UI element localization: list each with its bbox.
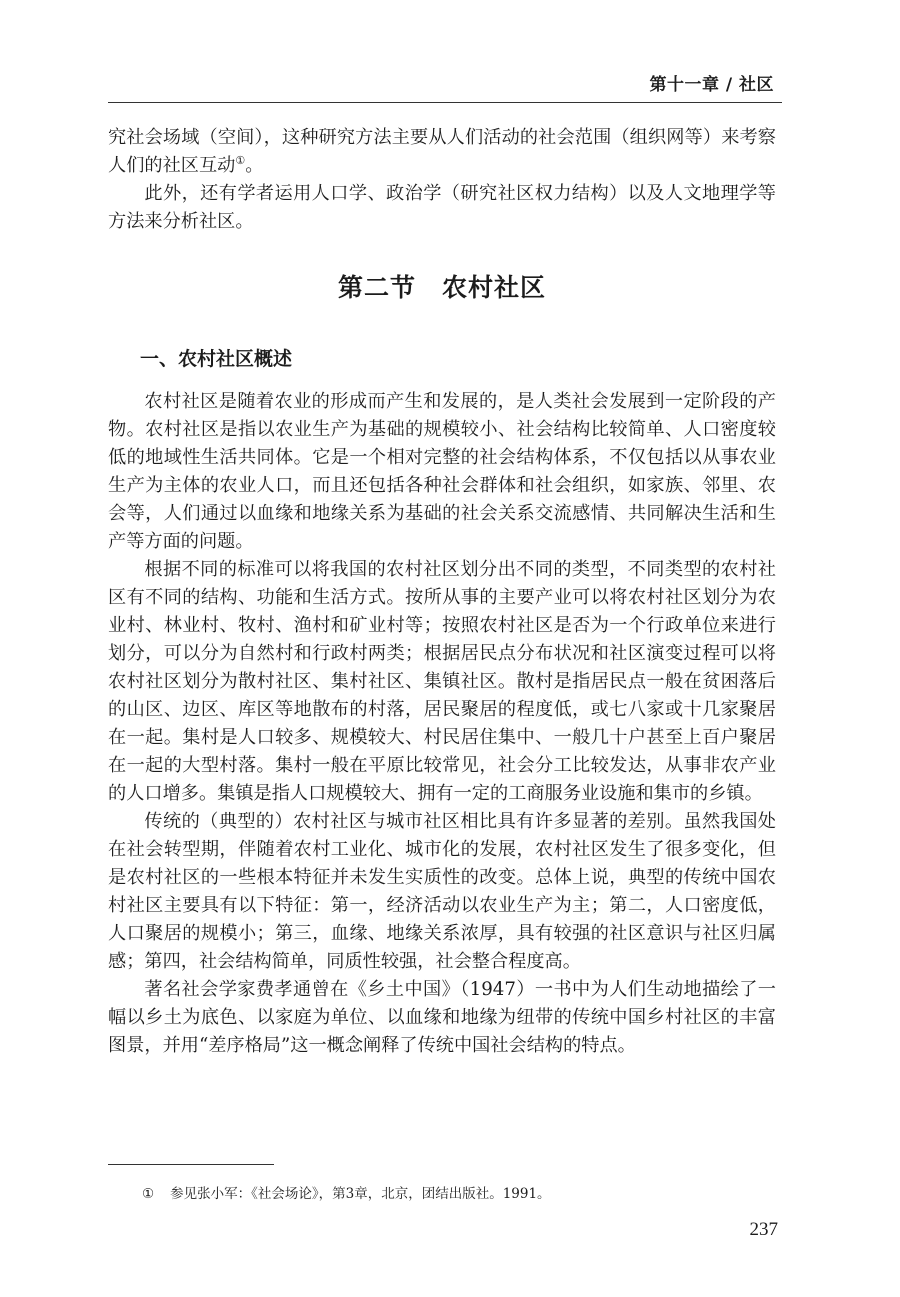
body-paragraph-3: 传统的（典型的）农村社区与城市社区相比具有许多显著的差别。虽然我国处在社会转型期，伴随着农村工业化、城市化的发展，农村社区发生了很多变化，但是农村社区的一些根本特征并未发生实质性的改变。总体上说，典型的传统中国农村社区主要具有以下特征：第一，经济活动以农业生产为主；第二，人口密度低，人口聚居的规模小；第三，血缘、地缘关系浓厚，具有较强的社区意识与社区归属感；第四，社会结构简单，同质性较强，社会整合程度高。 [108,811,776,972]
footnote-mark: ① [142,1186,155,1202]
intro-block [108,124,776,236]
running-head: 第十一章 / 社区 [649,75,774,95]
subsection-title: 一、农村社区概述 [140,348,293,370]
intro-paragraph-1-end: 。 [245,155,264,176]
page-number: 237 [749,1219,778,1240]
body-paragraph-2: 根据不同的标准可以将我国的农村社区划分出不同的类型，不同类型的农村社区有不同的结构、功能和生活方式。按所从事的主要产业可以将农村社区划分为农业村、林业村、牧村、渔村和矿业村等；按照农村社区是否为一个行政单位来进行划分，可以分为自然村和行政村两类；根据居民点分布状况和社区演变过程可以将农村社区划分为散村社区、集村社区、集镇社区。散村是指居民点一般在贫困落后的山区、边区、库区等地散布的村落，居民聚居的程度低，或七八家或十几家聚居在一起。集村是人口较多、规模较大、村民居住集中、一般几十户甚至上百户聚居在一起的大型村落。集村一般在平原比较常见，社会分工比较发达，从事非农产业的人口增多。集镇是指人口规模较大、拥有一定的工商服务业设施和集市的乡镇。 [108,559,776,804]
footnote-reference: ① [235,153,246,167]
footnote [142,1185,551,1203]
main-text-block [108,388,776,1060]
footnote-rule [108,1164,274,1165]
intro-paragraph-1 [108,124,776,180]
header-rule [108,102,782,103]
footnote-text: 参见张小军：《社会场论》，第3章，北京，团结出版社。1991。 [170,1186,551,1202]
body-paragraph-1: 农村社区是随着农业的形成而产生和发展的，是人类社会发展到一定阶段的产物。农村社区是指以农业生产为基础的规模较小、社会结构比较简单、人口密度较低的地域性生活共同体。它是一个相对完整的社会结构体系，不仅包括以从事农业生产为主体的农业人口，而且还包括各种社会群体和社会组织，如家族、邻里、农会等，人们通过以血缘和地缘关系为基础的社会关系交流感情、共同解决生活和生产等方面的问题。 [108,391,776,552]
body-paragraph-4: 著名社会学家费孝通曾在《乡土中国》（1947）一书中为人们生动地描绘了一幅以乡土为底色、以家庭为单位、以血缘和地缘为纽带的传统中国乡村社区的丰富图景，并用“差序格局”这一概念阐释了传统中国社会结构的特点。 [108,979,776,1056]
intro-paragraph-2: 此外，还有学者运用人口学、政治学（研究社区权力结构）以及人文地理学等方法来分析社区。 [108,183,776,232]
section-title: 第二节 农村社区 [337,273,546,302]
intro-paragraph-1-text: 究社会场域（空间），这种研究方法主要从人们活动的社会范围（组织网等）来考察人们的社区互动 [108,127,776,176]
